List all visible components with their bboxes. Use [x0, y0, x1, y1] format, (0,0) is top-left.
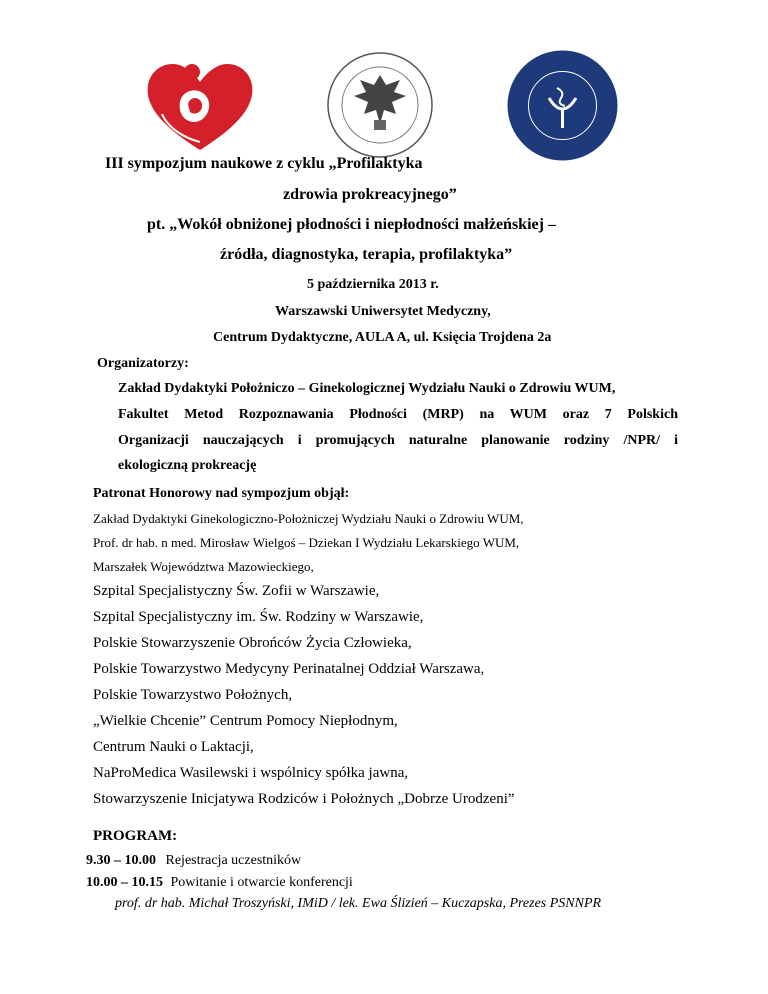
logo-medical-university-seal	[320, 50, 440, 160]
program-speakers: prof. dr hab. Michał Troszyński, IMiD / lek. Ewa Ślizień – Kuczapska, Prezes PSNNPR	[115, 896, 602, 911]
patronage-item: Centrum Nauki o Laktacji,	[93, 739, 254, 755]
patronage-item: Szpital Specjalistyczny im. Św. Rodziny w Warszawie,	[93, 609, 424, 625]
patronage-item: Stowarzyszenie Inicjatywa Rodziców i Położnych „Dobrze Urodzeni”	[93, 791, 515, 807]
logo-faculty-health-sciences	[505, 48, 620, 163]
organizers-line-3: Organizacji nauczających i promujących naturalne planowanie rodziny /NPR/ i	[118, 433, 678, 448]
program-time: 9.30 – 10.00	[86, 853, 156, 868]
event-date: 5 października 2013 r.	[307, 277, 439, 292]
heading-line-1: III sympozjum naukowe z cyklu „Profilaktyka	[105, 155, 423, 172]
organizers-line-2: Fakultet Metod Rozpoznawania Płodności (MRP) na WUM oraz 7 Polskich	[118, 407, 678, 422]
organizers-line-4: ekologiczną prokreację	[118, 458, 257, 473]
patronage-item: Polskie Towarzystwo Medycyny Perinatalnej Oddział Warszawa,	[93, 661, 485, 677]
event-venue-address: Centrum Dydaktyczne, AULA A, ul. Księcia Trojdena 2a	[213, 330, 552, 345]
patronage-label: Patronat Honorowy nad sympozjum objął:	[93, 486, 350, 501]
bowl-snake-icon	[505, 48, 620, 163]
organizers-line-1: Zakład Dydaktyki Położniczo – Ginekologicznej Wydziału Nauki o Zdrowiu WUM,	[118, 381, 616, 396]
patronage-item: NaProMedica Wasilewski i wspólnicy spółka jawna,	[93, 765, 409, 781]
program-time: 10.00 – 10.15	[86, 875, 163, 890]
patronage-item: Prof. dr hab. n med. Mirosław Wielgoś – Dziekan I Wydziału Lekarskiego WUM,	[93, 535, 520, 550]
program-entry	[86, 875, 353, 891]
heading-line-4: źródła, diagnostyka, terapia, profilaktyka”	[220, 246, 513, 263]
patronage-item: Polskie Stowarzyszenie Obrońców Życia Człowieka,	[93, 635, 412, 651]
patronage-item: Marszałek Województwa Mazowieckiego,	[93, 559, 314, 574]
organizers-label: Organizatorzy:	[97, 356, 189, 371]
patronage-item: Zakład Dydaktyki Ginekologiczno-Położniczej Wydziału Nauki o Zdrowiu WUM,	[93, 511, 524, 526]
program-label: PROGRAM:	[93, 828, 178, 844]
program-description: Powitanie i otwarcie konferencji	[170, 875, 353, 890]
heading-line-2: zdrowia prokreacyjnego”	[283, 186, 457, 203]
patronage-item: Polskie Towarzystwo Położnych,	[93, 687, 293, 703]
program-description: Rejestracja uczestników	[165, 853, 302, 868]
program-entry	[86, 853, 301, 869]
patronage-item: Szpital Specjalistyczny Św. Zofii w Warszawie,	[93, 583, 380, 599]
eagle-seal-icon	[320, 50, 440, 160]
logo-gynecology-department	[140, 50, 260, 160]
patronage-item: „Wielkie Chcenie” Centrum Pomocy Niepłodnym,	[93, 713, 398, 729]
heart-mother-child-icon	[140, 50, 260, 160]
heading-line-3: pt. „Wokół obniżonej płodności i niepłodności małżeńskiej –	[147, 216, 556, 233]
event-venue-university: Warszawski Uniwersytet Medyczny,	[275, 304, 491, 319]
